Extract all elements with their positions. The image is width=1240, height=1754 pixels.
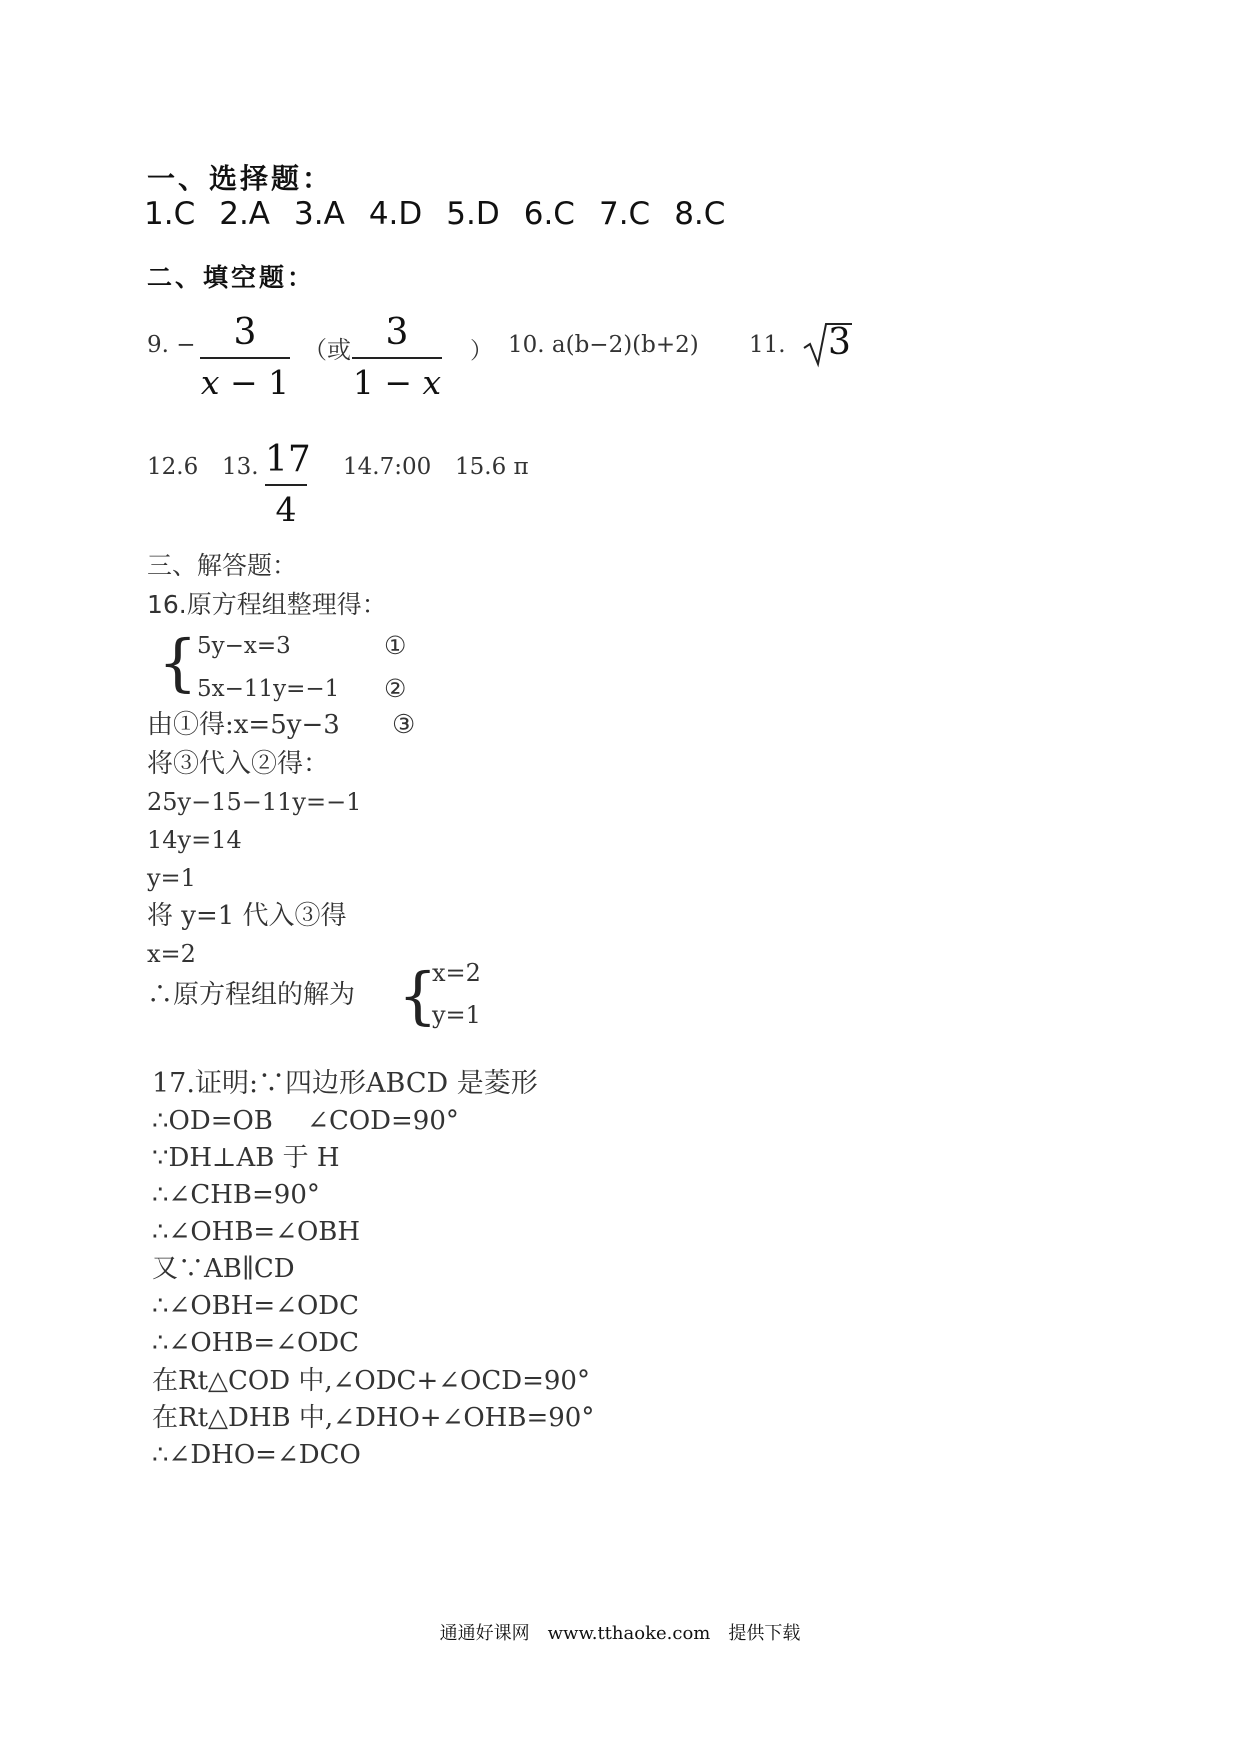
fraction-denominator: 4 xyxy=(275,490,297,529)
q13-label: 13. xyxy=(222,454,259,480)
choice-answer: 8.C xyxy=(674,196,726,232)
solution-x: x=2 xyxy=(432,959,481,987)
q16-step: 将③代入②得： xyxy=(147,749,330,779)
system-eq-2: 5x−11y=−1 xyxy=(197,676,340,702)
q17-line: ∴∠DHO=∠DCO xyxy=(152,1440,361,1470)
q15-answer: 15.6 π xyxy=(455,454,529,480)
q9-fraction-1 xyxy=(200,312,290,402)
q12-answer: 12.6 xyxy=(147,454,199,480)
choice-answer: 5.D xyxy=(446,196,500,232)
choice-answer: 4.D xyxy=(368,196,423,232)
system-mark-2: ② xyxy=(384,674,407,703)
choice-answer: 6.C xyxy=(523,196,575,232)
q17-line: 又∵AB∥CD xyxy=(152,1254,295,1284)
q9-fraction-2 xyxy=(352,312,442,402)
q16-step: 25y−15−11y=−1 xyxy=(147,788,362,816)
choice-answers xyxy=(144,196,749,232)
fraction-bar xyxy=(200,357,290,359)
section-heading-choice: 一、选择题： xyxy=(147,162,334,195)
q10-answer: 10. a(b−2)(b+2) xyxy=(508,332,699,358)
q9-close: ） xyxy=(470,338,493,364)
system-brace: { xyxy=(158,626,198,699)
q17-line: ∴∠OHB=∠ODC xyxy=(152,1328,360,1358)
system-mark-1: ① xyxy=(384,631,407,660)
q16-conclusion: ∴原方程组的解为 xyxy=(147,980,356,1010)
q16-step: y=1 xyxy=(147,864,196,892)
q17-line: 在Rt△COD 中,∠ODC+∠OCD=90° xyxy=(152,1366,590,1396)
radicand: 3 xyxy=(828,322,851,363)
solution-y: y=1 xyxy=(432,1001,481,1029)
q9-label: 9. − xyxy=(147,332,196,358)
solution-brace: { xyxy=(398,959,438,1032)
q13-fraction xyxy=(265,439,311,529)
q17-line: ∵DH⊥AB 于 H xyxy=(152,1143,340,1173)
system-eq-1: 5y−x=3 xyxy=(197,633,291,659)
choice-answer: 7.C xyxy=(598,196,651,232)
q9-or: （或 xyxy=(303,336,351,364)
q11-label: 11. xyxy=(749,332,786,358)
section-heading-solve: 三、解答题： xyxy=(147,551,298,580)
q16-step: x=2 xyxy=(147,940,196,968)
choice-answer: 1.C xyxy=(144,196,196,232)
fraction-denominator: x − 1 xyxy=(200,363,290,402)
fraction-denominator: 1 − x xyxy=(352,363,442,402)
q16-step: 14y=14 xyxy=(147,826,242,854)
section-heading-fill: 二、填空题： xyxy=(147,263,316,292)
q17-line: ∴∠OHB=∠OBH xyxy=(152,1217,361,1247)
q11-sqrt xyxy=(802,320,854,368)
choice-answer: 2.A xyxy=(219,196,271,232)
q17-line: 在Rt△DHB 中,∠DHO+∠OHB=90° xyxy=(152,1403,595,1433)
fraction-numerator: 17 xyxy=(265,439,311,480)
q16-step: 将 y=1 代入③得 xyxy=(147,901,347,931)
q16-step-mark: ③ xyxy=(392,710,416,740)
fraction-bar xyxy=(352,357,442,359)
q17-line: ∴OD=OB ∠COD=90° xyxy=(152,1106,459,1136)
fraction-bar xyxy=(265,484,307,486)
page-footer: 通通好课网 www.tthaoke.com 提供下载 xyxy=(439,1623,801,1644)
fraction-numerator: 3 xyxy=(233,312,257,353)
q14-answer: 14.7:00 xyxy=(343,454,432,480)
q16-title: 16.原方程组整理得： xyxy=(147,590,387,619)
q17-line: ∴∠CHB=90° xyxy=(152,1180,320,1210)
choice-answer: 3.A xyxy=(294,196,345,232)
q17-line: ∴∠OBH=∠ODC xyxy=(152,1291,360,1321)
q16-step: 由①得:x=5y−3 xyxy=(147,710,340,740)
fraction-numerator: 3 xyxy=(385,312,409,353)
q17-line: 17.证明:∵四边形ABCD 是菱形 xyxy=(152,1068,538,1099)
